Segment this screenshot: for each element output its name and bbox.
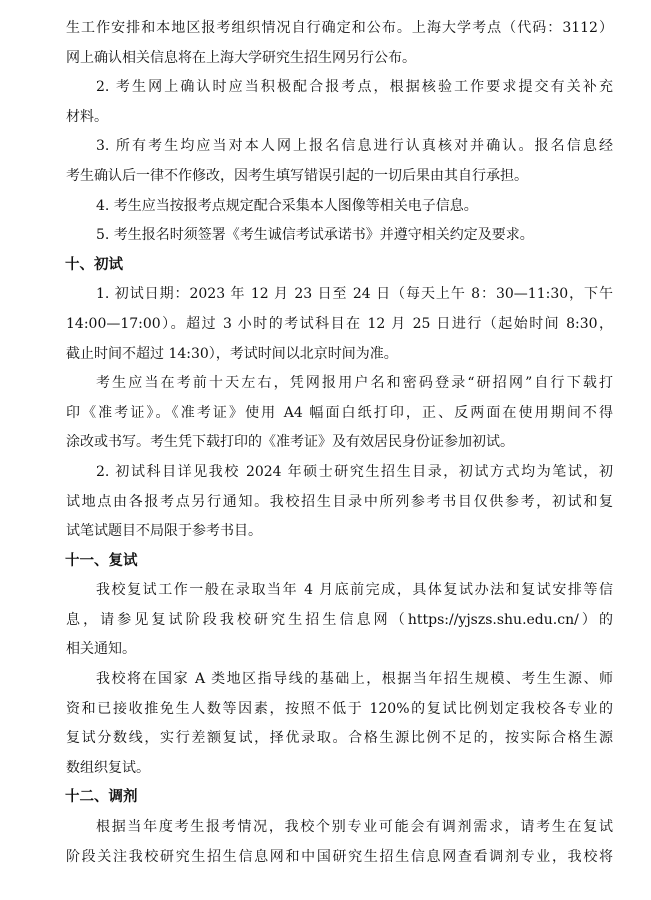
- section-heading: 十一、复试: [65, 552, 138, 569]
- text-line: 试笔试题目不局限于参考书目。: [66, 523, 262, 540]
- text-line: 复试分数线，实行差额复试，择优录取。合格生源比例不足的，按实际合格生源: [66, 730, 613, 747]
- text-line: 根据当年度考生报考情况，我校个别专业可能会有调剂需求，请考生在复试: [96, 819, 613, 836]
- text-line: 1. 初试日期：2023 年 12 月 23 日至 24 日（每天上午 8：30—11:30，下午: [96, 286, 613, 303]
- text-line: 阶段关注我校研究生招生信息网和中国研究生招生信息网查看调剂专业，我校将: [66, 848, 613, 865]
- text-line: 截止时间不超过 14:30），考试时间以北京时间为准。: [66, 345, 398, 362]
- text-line: 资和已接收推免生人数等因素，按照不低于 120%的复试比例划定我校各专业的: [66, 700, 613, 717]
- text-line: 考生应当在考前十天左右，凭网报用户名和密码登录“研招网”自行下载打: [96, 375, 613, 392]
- text-line: 相关通知。: [66, 641, 136, 658]
- text-line: 网上确认相关信息将在上海大学研究生招生网另行公布。: [66, 49, 416, 66]
- text-line: 数组织复试。: [66, 759, 150, 776]
- text-line: 2. 初试科目详见我校 2024 年硕士研究生招生目录，初试方式均为笔试，初: [96, 463, 613, 480]
- text-line: 4. 考生应当按报考点规定配合采集本人图像等相关电子信息。: [96, 197, 478, 214]
- text-line: 3. 所有考生均应当对本人网上报名信息进行认真核对并确认。报名信息经: [96, 138, 613, 155]
- text-line: 试地点由各报考点另行通知。我校招生目录中所列参考书目仅供参考，初试和复: [66, 493, 613, 510]
- text-line: 我校复试工作一般在录取当年 4 月底前完成，具体复试办法和复试安排等信: [96, 582, 613, 599]
- text-line: 5. 考生报名时须签署《考生诚信考试承诺书》并遵守相关约定及要求。: [96, 227, 534, 244]
- text-line: 我校将在国家 A 类地区指导线的基础上，根据当年招生规模、考生生源、师: [96, 671, 613, 688]
- text-line: 生工作安排和本地区报考组织情况自行确定和公布。上海大学考点（代码：3112）: [66, 20, 613, 36]
- text-line: 涂改或书写。考生凭下载打印的《准考证》及有效居民身份证参加初试。: [66, 434, 514, 451]
- text-line: 印《准考证》。《准考证》使用 A4 幅面白纸打印，正、反两面在使用期间不得: [66, 404, 613, 421]
- text-line: 2. 考生网上确认时应当积极配合报考点，根据核验工作要求提交有关补充: [96, 79, 613, 96]
- text-line: 材料。: [66, 108, 108, 125]
- section-heading: 十、初试: [65, 256, 123, 273]
- text-line: 14:00—17:00）。超过 3 小时的考试科目在 12 月 25 日进行（起始时间 8:30，: [66, 315, 613, 332]
- text-line: 考生确认后一律不作修改，因考生填写错误引起的一切后果由其自行承担。: [66, 167, 528, 184]
- text-line: 息，请参见复试阶段我校研究生招生信息网（https://yjszs.shu.edu.cn/）的: [66, 611, 613, 628]
- section-heading: 十二、调剂: [65, 789, 138, 806]
